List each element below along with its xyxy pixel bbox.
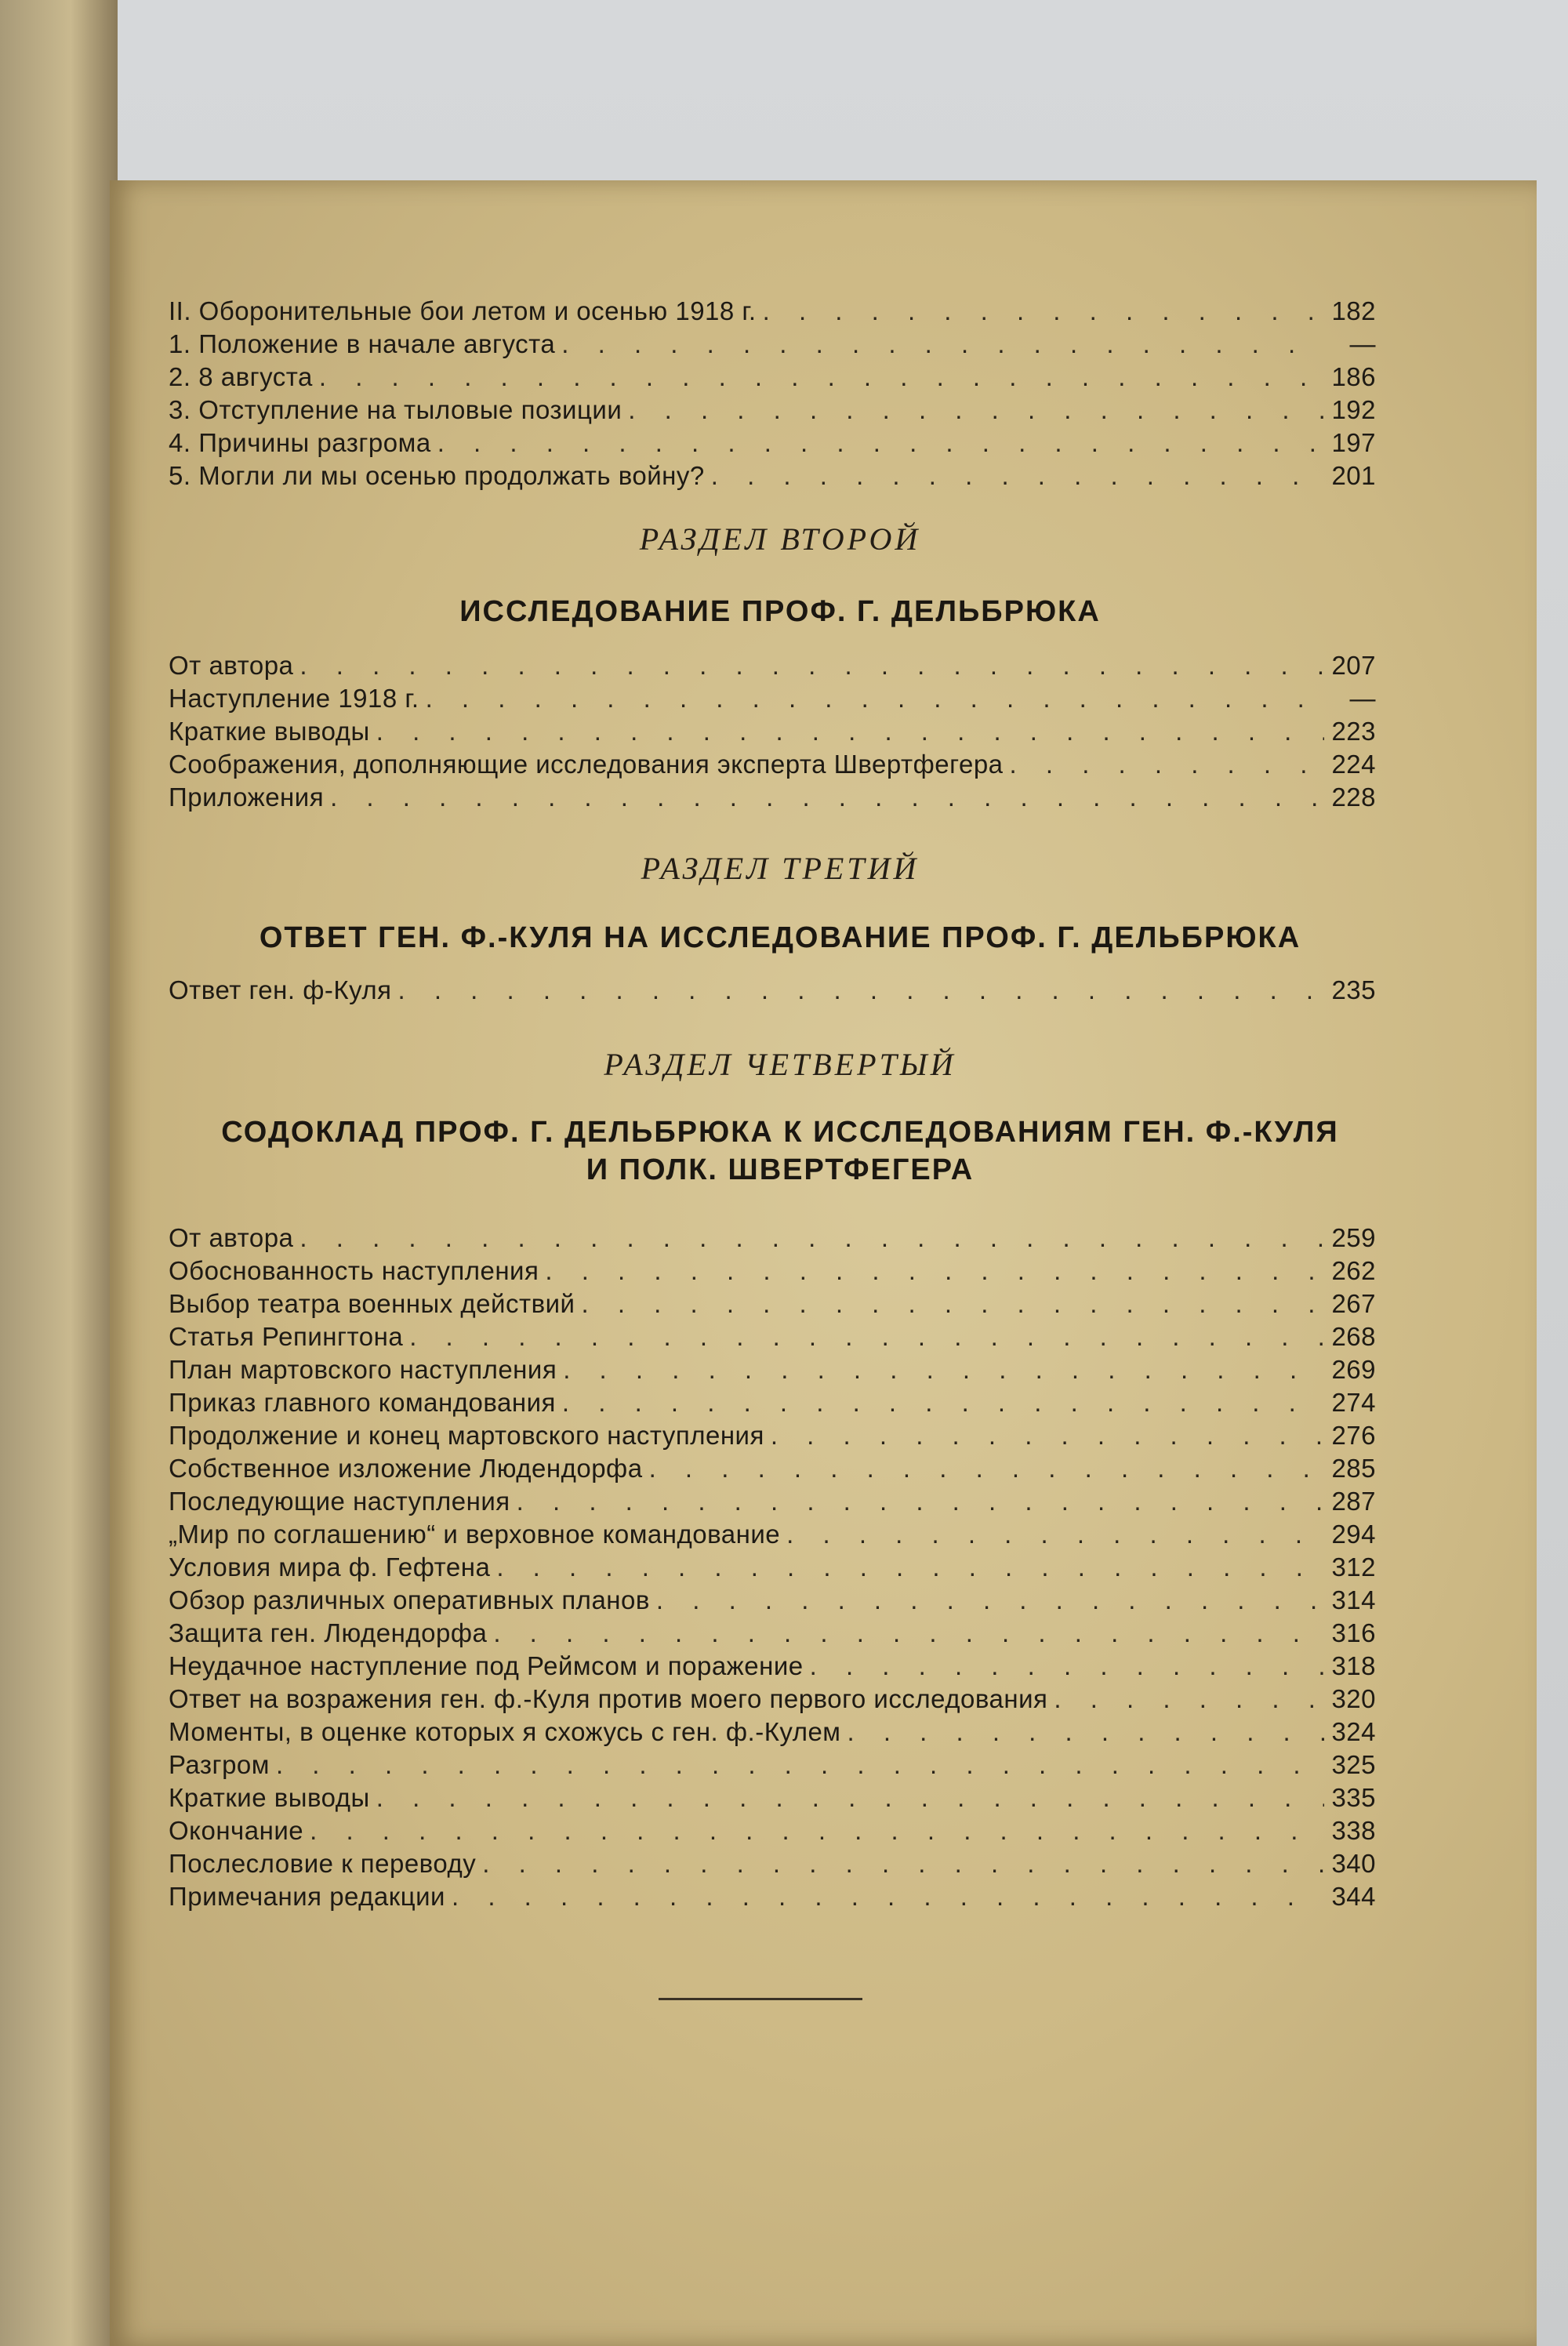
toc-entry-page: 338 xyxy=(1331,1816,1376,1845)
section2-label: РАЗДЕЛ ВТОРОЙ xyxy=(639,521,921,557)
dot-leader xyxy=(482,1849,1324,1879)
toc-entry-page: 324 xyxy=(1331,1717,1376,1746)
dot-leader xyxy=(563,1355,1324,1385)
toc-entry xyxy=(169,1783,1376,1816)
toc-entry-title: Разгром xyxy=(169,1750,270,1779)
toc-entry-title: Статья Репингтона xyxy=(169,1322,404,1351)
toc-entry xyxy=(169,717,1376,750)
end-rule xyxy=(659,1998,862,2000)
toc-entry-page: 318 xyxy=(1331,1651,1376,1680)
toc-entry-title: 4. Причины разгрома xyxy=(169,428,431,457)
dot-leader xyxy=(763,296,1324,326)
section4-label: РАЗДЕЛ ЧЕТВЕРТЫЙ xyxy=(604,1047,956,1082)
toc-entry xyxy=(169,1849,1376,1882)
dot-leader xyxy=(1010,750,1324,779)
toc-entry xyxy=(169,1552,1376,1585)
dot-leader xyxy=(330,783,1324,812)
toc-entry-page: 285 xyxy=(1331,1454,1376,1483)
toc-entry-page: — xyxy=(1349,329,1376,358)
section4-title xyxy=(169,1113,1392,1189)
dot-leader xyxy=(810,1651,1324,1681)
section2-title: ИССЛЕДОВАНИЕ ПРОФ. Г. ДЕЛЬБРЮКА xyxy=(459,595,1101,628)
toc-entry xyxy=(169,783,1376,815)
toc-entry-page: 294 xyxy=(1331,1520,1376,1549)
toc-entry xyxy=(169,1223,1376,1256)
dot-leader xyxy=(376,717,1324,746)
section3-label: РАЗДЕЛ ТРЕТИЙ xyxy=(641,851,920,886)
toc-entry-title: Окончание xyxy=(169,1816,304,1845)
toc-entry xyxy=(169,1618,1376,1651)
toc-entry-title: Собственное изложение Людендорфа xyxy=(169,1454,643,1483)
toc-entry-page: 316 xyxy=(1331,1618,1376,1647)
toc-entry-title: Продолжение и конец мартовского наступления xyxy=(169,1421,764,1450)
toc-entry-title: Примечания редакции xyxy=(169,1882,445,1911)
toc-entry xyxy=(169,1256,1376,1289)
toc-entry-title: Обзор различных оперативных планов xyxy=(169,1585,650,1614)
toc-entry-title: 1. Положение в начале августа xyxy=(169,329,556,358)
toc-entry xyxy=(169,1454,1376,1487)
toc-entry-page: 267 xyxy=(1331,1289,1376,1318)
toc-entry-page: 207 xyxy=(1331,651,1376,680)
toc-section3 xyxy=(169,975,1376,1008)
toc-entry-page: 223 xyxy=(1331,717,1376,746)
dot-leader xyxy=(409,1322,1324,1352)
dot-leader xyxy=(276,1750,1324,1780)
toc-entry-page: 268 xyxy=(1331,1322,1376,1351)
dot-leader xyxy=(452,1882,1324,1912)
toc-entry-page: 192 xyxy=(1331,395,1376,424)
toc-entry-page: 325 xyxy=(1331,1750,1376,1779)
toc-entry-title: Приложения xyxy=(169,783,325,812)
section3-title: ОТВЕТ ГЕН. Ф.-КУЛЯ НА ИССЛЕДОВАНИЕ ПРОФ. Г. ДЕЛЬБРЮКА xyxy=(259,921,1301,954)
toc-entry-title: II. Оборонительные бои летом и осенью 1918 г. xyxy=(169,296,757,325)
toc-entry-title: Соображения, дополняющие исследования эксперта Швертфегера xyxy=(169,750,1004,779)
toc-entry xyxy=(169,1750,1376,1783)
toc-entry-title: Моменты, в оценке которых я схожусь с ген. ф.-Кулем xyxy=(169,1717,841,1746)
toc-entry xyxy=(169,1388,1376,1421)
toc-section4 xyxy=(169,1223,1376,1915)
toc-entry xyxy=(169,395,1376,428)
toc-entry-title: Условия мира ф. Гефтена xyxy=(169,1552,491,1582)
toc-entry-page: 312 xyxy=(1331,1552,1376,1582)
toc-entry-page: 314 xyxy=(1331,1585,1376,1614)
toc-entry-page: 259 xyxy=(1331,1223,1376,1252)
toc-entry xyxy=(169,1585,1376,1618)
dot-leader xyxy=(562,1388,1324,1418)
toc-entry xyxy=(169,651,1376,684)
toc-entry xyxy=(169,1684,1376,1717)
toc-entry-page: 201 xyxy=(1331,461,1376,490)
dot-leader xyxy=(711,461,1324,491)
toc-entry-title: Ответ на возражения ген. ф.-Куля против моего первого исследования xyxy=(169,1684,1048,1713)
toc-entry xyxy=(169,1322,1376,1355)
toc-part1 xyxy=(169,296,1376,494)
toc-entry-page: 197 xyxy=(1331,428,1376,457)
toc-entry-page: 276 xyxy=(1331,1421,1376,1450)
toc-entry xyxy=(169,1651,1376,1684)
toc-entry xyxy=(169,1717,1376,1750)
toc-entry-title: От автора xyxy=(169,651,294,680)
dot-leader xyxy=(299,1223,1324,1253)
dot-leader xyxy=(310,1816,1324,1846)
toc-section2 xyxy=(169,651,1376,815)
toc-entry xyxy=(169,1882,1376,1915)
toc-entry-title: 2. 8 августа xyxy=(169,362,313,391)
toc-entry-title: План мартовского наступления xyxy=(169,1355,557,1384)
toc-entry xyxy=(169,684,1376,717)
dot-leader xyxy=(299,651,1324,681)
toc-entry xyxy=(169,362,1376,395)
toc-entry-page: — xyxy=(1349,684,1376,713)
facing-page-edge xyxy=(0,0,118,2346)
toc-entry-page: 182 xyxy=(1331,296,1376,325)
toc-entry xyxy=(169,1487,1376,1520)
dot-leader xyxy=(493,1618,1324,1648)
toc-entry-title: Краткие выводы xyxy=(169,717,370,746)
toc-entry xyxy=(169,750,1376,783)
toc-entry-page: 287 xyxy=(1331,1487,1376,1516)
toc-entry xyxy=(169,1289,1376,1322)
toc-entry-title: Выбор театра военных действий xyxy=(169,1289,575,1318)
dot-leader xyxy=(319,362,1324,392)
dot-leader xyxy=(786,1520,1324,1549)
toc-entry-title: Последующие наступления xyxy=(169,1487,510,1516)
section4-title-line2: И ПОЛК. ШВЕРТФЕГЕРА xyxy=(586,1153,975,1186)
dot-leader xyxy=(517,1487,1324,1516)
toc-entry-page: 340 xyxy=(1331,1849,1376,1878)
toc-entry xyxy=(169,461,1376,494)
toc-entry-title: 3. Отступление на тыловые позиции xyxy=(169,395,622,424)
toc-entry-page: 269 xyxy=(1331,1355,1376,1384)
toc-entry-title: Защита ген. Людендорфа xyxy=(169,1618,488,1647)
toc-entry-page: 228 xyxy=(1331,783,1376,812)
toc-entry-title: 5. Могли ли мы осенью продолжать войну? xyxy=(169,461,705,490)
dot-leader xyxy=(848,1717,1325,1747)
dot-leader xyxy=(426,684,1324,714)
toc-entry-title: От автора xyxy=(169,1223,294,1252)
toc-entry-page: 344 xyxy=(1331,1882,1376,1911)
toc-entry-page: 320 xyxy=(1331,1684,1376,1713)
toc-entry-title: „Мир по соглашению“ и верховное командование xyxy=(169,1520,781,1549)
dot-leader xyxy=(628,395,1324,425)
toc-entry-page: 186 xyxy=(1331,362,1376,391)
toc-entry xyxy=(169,1355,1376,1388)
dot-leader xyxy=(771,1421,1324,1451)
toc-entry xyxy=(169,1816,1376,1849)
toc-entry-page: 274 xyxy=(1331,1388,1376,1417)
toc-entry xyxy=(169,329,1376,362)
dot-leader xyxy=(437,428,1324,458)
toc-entry-page: 224 xyxy=(1331,750,1376,779)
toc-entry-title: Ответ ген. ф-Куля xyxy=(169,975,392,1004)
toc-entry-title: Обоснованность наступления xyxy=(169,1256,539,1285)
toc-entry-title: Приказ главного командования xyxy=(169,1388,556,1417)
dot-leader xyxy=(561,329,1324,359)
section4-title-line1: СОДОКЛАД ПРОФ. Г. ДЕЛЬБРЮКА К ИССЛЕДОВАНИЯМ ГЕН. Ф.-КУЛЯ xyxy=(221,1116,1339,1149)
toc-entry xyxy=(169,1421,1376,1454)
dot-leader xyxy=(656,1585,1324,1615)
dot-leader xyxy=(496,1552,1324,1582)
toc-entry xyxy=(169,428,1376,461)
toc-entry-page: 335 xyxy=(1331,1783,1376,1812)
dot-leader xyxy=(397,975,1324,1005)
dot-leader xyxy=(649,1454,1324,1484)
toc-entry xyxy=(169,296,1376,329)
dot-leader xyxy=(376,1783,1324,1813)
toc-entry-title: Наступление 1918 г. xyxy=(169,684,419,713)
dot-leader xyxy=(1054,1684,1324,1714)
dot-leader xyxy=(581,1289,1324,1319)
toc-entry-page: 235 xyxy=(1331,975,1376,1004)
toc-entry-page: 262 xyxy=(1331,1256,1376,1285)
toc-entry-title: Краткие выводы xyxy=(169,1783,370,1812)
toc-entry xyxy=(169,975,1376,1008)
toc-entry-title: Неудачное наступление под Реймсом и поражение xyxy=(169,1651,804,1680)
toc-entry xyxy=(169,1520,1376,1552)
toc-entry-title: Послесловие к переводу xyxy=(169,1849,477,1878)
dot-leader xyxy=(545,1256,1324,1286)
